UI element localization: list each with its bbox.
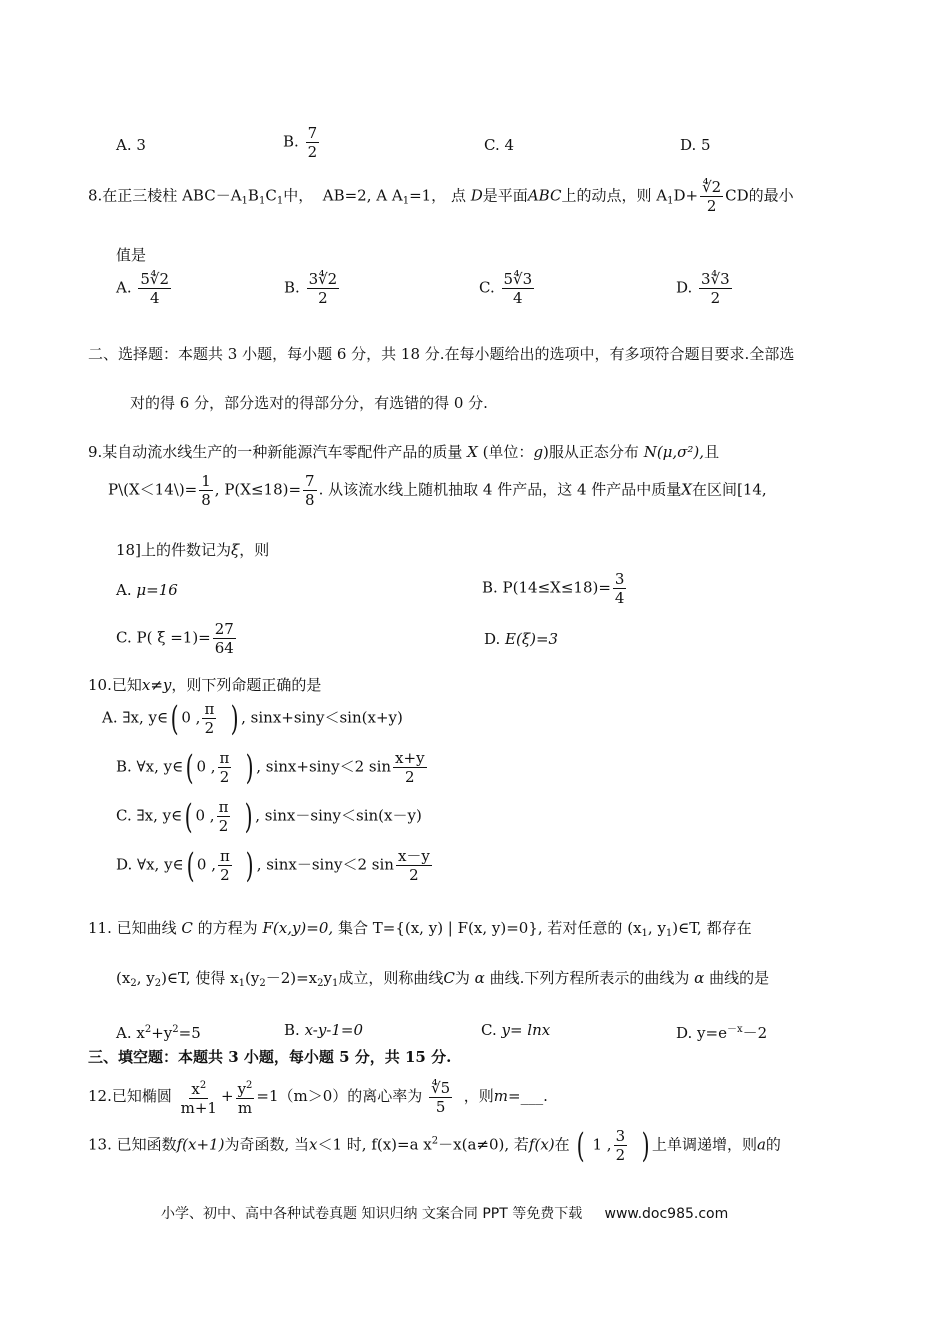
q11-opt-d: D. y=e (676, 1024, 727, 1042)
q8-plane-text: 是平面 (482, 186, 528, 205)
q8-cd-text: CD的最小 (725, 186, 794, 205)
frac-den: 2 (405, 768, 415, 786)
q12-x-fraction: $\frac{x^2}{m+1}$ (179, 1077, 219, 1117)
q7-option-b (283, 124, 321, 161)
q11-i: 曲线的是 (709, 969, 770, 987)
q9-option-d-val: E(ξ)=3 (505, 630, 559, 648)
frac-num: 27 (214, 620, 234, 638)
q8-expr-fraction (700, 178, 723, 215)
q10-b-pre: B. ∀x, y∈ (116, 757, 184, 776)
q11-d: 集合 (337, 919, 368, 937)
q12-post: ，则 (463, 1087, 494, 1105)
q9-xi: ξ (230, 541, 240, 559)
q9-option-c-fraction (213, 620, 236, 657)
option-fraction (502, 270, 535, 307)
q12-eq: =1（m＞0）的离心率为 (256, 1087, 423, 1105)
q11-opt-c-val: y= lnx (501, 1021, 551, 1039)
q10-option-b: B. ∀x, y∈( 0 , $\frac{\pi}{2}$ ) , sinx+siny＜2 sin $\frac{x+y}{2}$ (116, 747, 425, 788)
frac-den: 2 (710, 289, 721, 307)
q11-b: 的方程为 (197, 919, 258, 937)
q11-opt-d-end: －2 (742, 1024, 768, 1042)
q8-stem-start: 8.在正三棱柱 (88, 186, 178, 205)
q11-pt2: (x (116, 969, 131, 987)
frac-num: x+y (395, 749, 425, 767)
q11-f: F(x,y)=0, (262, 919, 334, 937)
interval-start: 0 (196, 855, 207, 874)
q8-option-b (284, 270, 341, 307)
q11-t: T={(x, y) | F(x, y)=0}, (372, 919, 543, 937)
q8-expr-d: D+ (673, 186, 699, 205)
q11-opt-d-sup: －x (726, 1024, 743, 1035)
q10-stem (88, 674, 321, 696)
q7-option-a: A. 3 (116, 136, 146, 154)
q10-a-pre: A. ∃x, y∈ (102, 708, 169, 727)
q8-expr-a: A (656, 186, 668, 205)
q10-d-fraction (396, 847, 432, 884)
q10-c-pre: C. ∃x, y∈ (116, 806, 183, 825)
q9-option-b-fraction (613, 570, 627, 607)
q9-p1: P\(X＜14\)= (108, 480, 198, 499)
q13-fraction (614, 1127, 628, 1164)
q13-fx: f(x) (528, 1135, 555, 1154)
q11-alpha: α (474, 969, 485, 987)
frac-den: 2 (307, 143, 318, 161)
q10-c-post: , sinx－siny＜sin(x－y) (255, 806, 422, 825)
q11-opt-a3: =5 (178, 1024, 201, 1042)
q11-e: 若对任意的 (547, 919, 623, 937)
q9-line3-a: 18]上的件数记为 (116, 541, 231, 559)
q10-a-post: , sinx+siny＜sin(x+y) (241, 708, 403, 727)
q8-moving: 上的动点，则 (561, 186, 652, 205)
q9-qie: 且 (704, 443, 720, 461)
q7-option-d: D. 5 (680, 136, 711, 154)
frac-den: 2 (220, 866, 230, 884)
frac-den: 2 (219, 768, 230, 786)
q10-option-c: C. ∃x, y∈( 0 , $\frac{\pi}{2}$ ) , sinx－siny＜sin(x－y) (116, 796, 422, 837)
q11-g: 为 (454, 969, 470, 987)
q10-option-d: D. ∀x, y∈( 0 , $\frac{\pi}{2}$ ) , sinx－siny＜2 sin $\frac{x-y}{2}$ (116, 845, 430, 886)
section3-heading: 三、填空题：本题共 3 小题，每小题 5 分，共 15 分. (88, 1048, 452, 1066)
frac-den: m (237, 1099, 253, 1117)
pi-half (218, 847, 232, 884)
frac-num: y (237, 1080, 247, 1098)
option-label: A. (116, 278, 132, 297)
q9-dist: )服从正态分布 (543, 443, 639, 461)
q9-interval: 在区间[14, (691, 480, 767, 499)
q11-line2: ($x_2$, $y_2)\in T$, 使得 $x_1(y_2-2)=x_2y_1$成立，则称曲线C为 α 曲线.下列方程所表示的曲线为 α 曲线的是 (116, 969, 770, 989)
q12-plus: + (220, 1087, 234, 1105)
frac-den: 2 (615, 1146, 626, 1164)
q9-n: N(μ,σ²), (643, 443, 705, 461)
q11-opt-a: A. x (116, 1024, 145, 1042)
frac-num: 3 (615, 1127, 626, 1145)
q8-mid1: 中， (283, 186, 314, 205)
frac-den: 4 (614, 589, 625, 607)
q13-cond2: －x(a≠0), 若 (438, 1135, 529, 1154)
footer (161, 1203, 728, 1225)
frac-num: 3∜2 (308, 270, 338, 288)
q9-p2-fraction (303, 472, 317, 509)
q11-pt1: (x (627, 919, 642, 937)
q9-option-a-val: μ=16 (136, 581, 178, 599)
q8-cont: 值是 (116, 246, 147, 264)
frac-num: π (219, 749, 230, 767)
q9-x: X (467, 443, 478, 461)
frac-num: π (204, 700, 215, 718)
q9-option-c (116, 620, 238, 657)
q9-unit: (单位： (482, 443, 534, 461)
q11-pt1b: , y (647, 919, 666, 937)
frac-den: 2 (218, 817, 229, 835)
q9-p1-fraction (199, 472, 213, 509)
footer-text: 小学、初中、高中各种试卷真题 知识归纳 文案合同 PPT 等免费下载 (161, 1206, 583, 1222)
option-fraction (307, 270, 340, 307)
q12-y-fraction: $\frac{y^2}{m}$ (236, 1077, 255, 1117)
q9-option-b (482, 570, 628, 607)
option-label: A. (116, 581, 137, 599)
option-label: C. (481, 1021, 502, 1039)
q9-line1-text: 9.某自动流水线生产的一种新能源汽车零配件产品的质量 (88, 443, 463, 461)
pi-half (202, 700, 216, 737)
q11-alpha2: α (694, 969, 705, 987)
q11-opt-b-val: x-y-1=0 (304, 1021, 364, 1039)
q9-x2: X (681, 480, 692, 499)
q9-g: g (533, 443, 544, 461)
q8-option-c (479, 270, 536, 307)
option-label: C. (479, 278, 495, 297)
q11-c: C (181, 919, 193, 937)
q11-pt1c: )∈T, 都存在 (672, 919, 752, 937)
q12-pre: 12.已知椭圆 (88, 1087, 172, 1105)
q11-h: 曲线.下列方程所表示的曲线为 (489, 969, 690, 987)
frac-num: 1 (201, 472, 211, 490)
q13-mid: 为奇函数, 当 (224, 1135, 309, 1154)
frac-den: 8 (201, 491, 211, 509)
q13-pre: 13. 已知函数 (88, 1135, 177, 1154)
q11-eq5: 成立，则称曲线 (338, 969, 444, 987)
q8-stem: 8.在正三棱柱 $ABC-A_1B_1C_1$中， AB=2, A $A_1=1$， 点 D是平面ABC上的动点，则 $A_1D+$ $\frac{∜2}{2}$ CD的最小 (88, 178, 794, 215)
q10-stem-text: 10.已知 (88, 676, 142, 694)
interval-start: 0 (195, 806, 206, 825)
frac-num: 5∜2 (140, 270, 170, 288)
q7-option-b-fraction (306, 124, 320, 161)
q8-d-var: D (470, 186, 483, 205)
option-fraction (138, 270, 171, 307)
q13: 13. 已知函数f(x+1)为奇函数, 当x＜1 时, f(x)=a $x^2-x(a\ne 0)$, 若f(x)在 ( 1 , $\frac{3}{2}$ ) 上单调递增，则a的 (88, 1125, 781, 1166)
q9-rest: . 从该流水线上随机抽取 4 件产品，这 4 件产品中质量 (318, 480, 682, 499)
frac-num: 3∜3 (701, 270, 730, 288)
q10-d-post: , sinx－siny＜2 sin (256, 855, 394, 874)
q9-p2: , P(X≤18)= (214, 480, 302, 499)
pi-half (217, 798, 231, 835)
q13-post: 上单调递增，则 (651, 1135, 757, 1154)
q11-eq2: (y (245, 969, 260, 987)
q13-cond: ＜1 时, f(x)=a x (317, 1135, 432, 1154)
q13-a: a (756, 1135, 766, 1154)
frac-num: 5∜3 (503, 270, 533, 288)
q10-b-post: , sinx+siny＜2 sin (256, 757, 392, 776)
q10-stem-end: ，则下列命题正确的是 (171, 676, 322, 694)
interval-start: 0 (196, 757, 206, 776)
frac-num: 3 (614, 570, 625, 588)
frac-den: 8 (305, 491, 315, 509)
interval-start: 1 (592, 1135, 603, 1154)
q9-line1 (88, 441, 719, 463)
interval-start: 0 (181, 708, 191, 727)
q8-prism: ABC－A (182, 186, 242, 205)
q9-line3 (116, 539, 269, 561)
frac-den: 2 (318, 289, 328, 307)
frac-den: 2 (409, 866, 419, 884)
q11-a: 11. 已知曲线 (88, 919, 177, 937)
q11-option-b (284, 1019, 363, 1041)
q11-eq: x (230, 969, 239, 987)
q9-option-c-text: C. P( ξ =1)= (116, 628, 211, 647)
q11-eq4: y (323, 969, 332, 987)
q11-option-d (676, 1019, 767, 1044)
q8-option-a (116, 270, 173, 307)
q13-in: 在 (554, 1135, 570, 1154)
q9-option-a (116, 579, 178, 601)
option-label: D. (484, 630, 506, 648)
frac-den: 4 (513, 289, 523, 307)
frac-num: 7 (305, 472, 315, 490)
q11-pt2b: , y (136, 969, 155, 987)
q7-option-c: C. 4 (484, 136, 515, 154)
option-fraction (699, 270, 732, 307)
q12-e-fraction (429, 1079, 452, 1116)
frac-den: 5 (435, 1097, 446, 1116)
q10-cond: x≠y (141, 676, 172, 694)
q8-abc-var: ABC (527, 186, 562, 205)
option-label: B. (284, 1021, 305, 1039)
q9-line2 (108, 472, 767, 509)
q9-line3-b: ，则 (239, 541, 270, 559)
q10-option-a: A. ∃x, y∈( 0 , $\frac{\pi}{2}$ ) , sinx+siny＜sin(x+y) (102, 698, 403, 739)
q13-x: x (309, 1135, 318, 1154)
q13-f: f(x+1) (176, 1135, 225, 1154)
option-label: B. (284, 278, 300, 297)
pi-half (218, 749, 232, 786)
frac-num: x (191, 1080, 200, 1098)
frac-den: 4 (149, 289, 160, 307)
frac-den: m+1 (180, 1099, 217, 1117)
q11-option-c (481, 1019, 550, 1041)
q12-m: m (493, 1087, 508, 1105)
option-label: D. (676, 278, 693, 297)
q11-eq3: －2)=x (265, 969, 318, 987)
q7-option-b-label: B. (283, 132, 299, 151)
frac-num: x－y (397, 847, 430, 865)
frac-num: ∜5 (431, 1078, 451, 1097)
frac-num: ∜2 (702, 178, 722, 196)
q13-de: 的 (765, 1135, 781, 1154)
q11-line1: 11. 已知曲线 C 的方程为 F(x,y)=0, 集合 T={(x, y) | F(x, y)=0}, 若对任意的 ($x_1$, $y_1)\in T$, 都存在 (88, 919, 752, 939)
q8-option-d (676, 270, 734, 307)
frac-den: 2 (204, 719, 215, 737)
frac-num: 7 (307, 124, 318, 142)
q8-aa-val: =1， (409, 186, 447, 205)
frac-num: π (220, 847, 230, 865)
q12 (88, 1077, 548, 1117)
q9-option-b-text: B. P(14≤X≤18)= (482, 578, 611, 597)
footer-url[interactable]: www.doc985.com (604, 1206, 729, 1222)
q10-b-fraction (393, 749, 427, 786)
q12-blank: =___. (508, 1087, 548, 1105)
section2-heading-line2: 对的得 6 分，部分选对的得部分分，有选错的得 0 分. (130, 394, 488, 412)
q10-d-pre: D. ∀x, y∈ (116, 855, 184, 874)
frac-den: 2 (706, 197, 717, 215)
q8-ab: AB=2, A A (322, 186, 403, 205)
q11-pt2c: )∈T, 使得 (161, 969, 226, 987)
section2-heading-line1: 二、选择题：本题共 3 小题，每小题 6 分，共 18 分.在每小题给出的选项中，有多项符合题目要求.全部选 (88, 345, 795, 363)
q9-option-d (484, 628, 558, 650)
q11-c2: C (443, 969, 455, 987)
frac-den: 64 (214, 639, 234, 657)
q8-point-text: 点 (450, 186, 466, 205)
frac-num: π (218, 798, 229, 816)
q11-option-a: A. $x^2+y^2=5$ (116, 1024, 201, 1042)
q11-opt-a2: +y (151, 1024, 173, 1042)
